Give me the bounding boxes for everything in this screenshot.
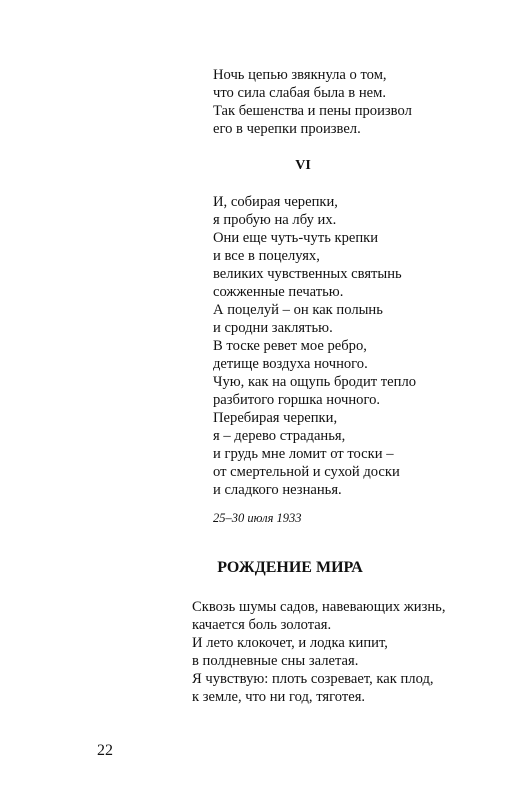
poem-line: великих чувственных святынь <box>213 266 402 282</box>
poem-line: Чую, как на ощупь бродит тепло <box>213 374 417 390</box>
poem-date: 25–30 июля 1933 <box>213 511 302 525</box>
poem-title-text: РОЖДЕНИЕ МИРА <box>217 559 363 576</box>
poem-line: сожженные печатью. <box>213 284 344 300</box>
poem-line: я – дерево страданья, <box>213 428 346 444</box>
poem-line: А поцелуй – он как полынь <box>213 302 383 318</box>
poem-line: Ночь цепью звякнула о том, <box>213 67 387 83</box>
poem-line: Они еще чуть-чуть крепки <box>213 230 379 246</box>
poem-line: и сродни заклятью. <box>213 320 333 336</box>
poem-line: И лето клокочет, и лодка кипит, <box>192 635 388 651</box>
stanza-continued <box>213 66 412 138</box>
stanza-section-vi <box>213 193 416 499</box>
poem-line: качается боль золотая. <box>192 617 332 633</box>
stanza-birth-of-world <box>192 598 445 706</box>
poem-line: Я чувствую: плоть созревает, как плод, <box>192 671 434 687</box>
poem-line: Так бешенства и пены произвол <box>213 103 412 119</box>
poem-line: я пробую на лбу их. <box>213 212 337 228</box>
poem-line: его в черепки произвел. <box>213 121 361 137</box>
poem-title <box>0 558 530 578</box>
poem-line: И, собирая черепки, <box>213 194 338 210</box>
poem-line: к земле, что ни год, тяготея. <box>192 689 366 705</box>
poem-line: и все в поцелуях, <box>213 248 320 264</box>
poem-line: Сквозь шумы садов, навевающих жизнь, <box>192 599 446 615</box>
poem-line: и грудь мне ломит от тоски – <box>213 446 394 462</box>
poem-line: Перебирая черепки, <box>213 410 338 426</box>
poem-line: в полдневные сны залетая. <box>192 653 359 669</box>
poem-line: и сладкого незнанья. <box>213 482 342 498</box>
poem-line: В тоске ревет мое ребро, <box>213 338 367 354</box>
poem-line: разбитого горшка ночного. <box>213 392 381 408</box>
page-number: 22 <box>97 742 113 759</box>
poem-line: детище воздуха ночного. <box>213 356 368 372</box>
section-heading <box>0 157 530 175</box>
poem-line: что сила слабая была в нем. <box>213 85 387 101</box>
section-number: VI <box>295 158 311 173</box>
poem-line: от смертельной и сухой доски <box>213 464 400 480</box>
